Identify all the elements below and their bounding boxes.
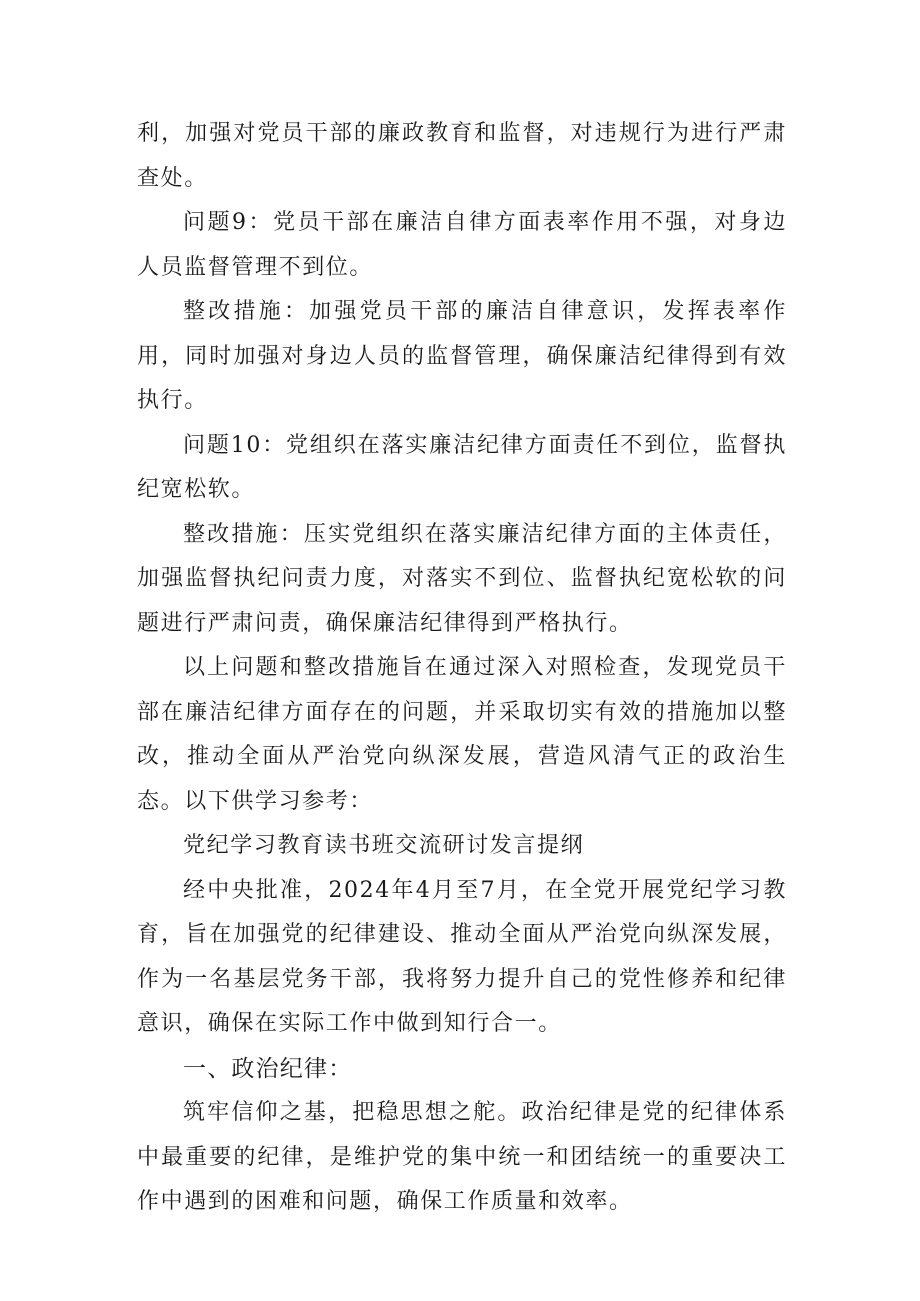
paragraph-measure-10: 整改措施：压实党组织在落实廉洁纪律方面的主体责任，加强监督执纪问责力度，对落实不到位、监督执纪宽松软的问题进行严肃问责，确保廉洁纪律得到严格执行。 (137, 521, 787, 636)
document-page (137, 112, 787, 1225)
paragraph-measure-9: 整改措施：加强党员干部的廉洁自律意识，发挥表率作用，同时加强对身边人员的监督管理，确保廉洁纪律得到有效执行。 (137, 299, 787, 413)
paragraph-summary: 以上问题和整改措施旨在通过深入对照检查，发现党员干部在廉洁纪律方面存在的问题，并采取切实有效的措施加以整改，推动全面从严治党向纵深发展，营造风清气正的政治生态。以下供学习参考： (137, 655, 787, 814)
paragraph-outline-title: 党纪学习教育读书班交流研讨发言提纲 (183, 833, 585, 858)
paragraph-continuation: 利，加强对党员干部的廉政教育和监督，对违规行为进行严肃查处。 (137, 121, 787, 191)
paragraph-intro: 经中央批准，2024年4月至7月，在全党开展党纪学习教育，旨在加强党的纪律建设、推动全面从严治党向纵深发展，作为一名基层党务干部，我将努力提升自己的党性修养和纪律意识，确保在实际工作中做到知行合一。 (137, 877, 787, 1036)
paragraph-issue-10: 问题10：党组织在落实廉洁纪律方面责任不到位，监督执纪宽松软。 (137, 432, 787, 502)
paragraph-political-discipline: 筑牢信仰之基，把稳思想之舵。政治纪律是党的纪律体系中最重要的纪律，是维护党的集中统一和团结统一的重要决工作中遇到的困难和问题，确保工作质量和效率。 (137, 1100, 787, 1214)
paragraph-issue-9: 问题9：党员干部在廉洁自律方面表率作用不强，对身边人员监督管理不到位。 (137, 210, 787, 280)
section-heading-political-discipline: 一、政治纪律： (183, 1055, 353, 1082)
